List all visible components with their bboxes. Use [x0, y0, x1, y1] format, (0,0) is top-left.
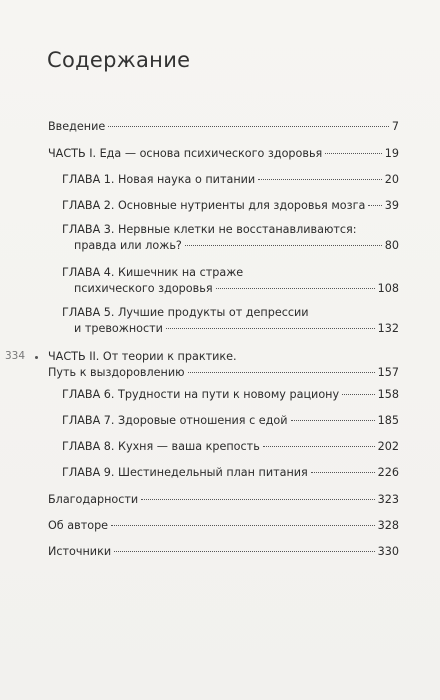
toc-page-number: 7 [391, 120, 399, 133]
dot-leader [188, 372, 375, 373]
toc-page-number: 323 [377, 493, 399, 506]
dot-leader [291, 420, 375, 421]
toc-entry-title: ЧАСТЬ I. Еда — основа психического здоровья [48, 147, 323, 160]
toc-page-number: 39 [384, 199, 399, 212]
dot-leader [108, 126, 389, 127]
dot-leader [258, 179, 382, 180]
toc-entry-chapter-5 [62, 305, 399, 337]
dot-leader [325, 153, 381, 154]
toc-entry-chapter-9 [62, 465, 399, 481]
dot-leader [311, 472, 375, 473]
toc-entry-title: Введение [48, 120, 106, 133]
toc-entry-title: ГЛАВА 8. Кухня — ваша крепость [62, 440, 260, 453]
toc-page-number: 185 [377, 414, 399, 427]
toc-entry-title: ГЛАВА 7. Здоровые отношения с едой [62, 414, 288, 427]
toc-entry-title: ГЛАВА 2. Основные нутриенты для здоровья мозга [62, 199, 366, 212]
toc-entry-about-author [48, 518, 399, 534]
toc-page-number: 330 [377, 545, 399, 558]
dot-leader [185, 245, 382, 246]
toc-entry-title: ГЛАВА 5. Лучшие продукты от депрессии [62, 306, 309, 319]
dot-leader [166, 328, 375, 329]
dot-leader [114, 551, 375, 552]
dot-leader [368, 205, 381, 206]
dot-leader [342, 394, 375, 395]
toc-entry-title: ГЛАВА 9. Шестинедельный план питания [62, 466, 308, 479]
toc-entry-title: Об авторе [48, 519, 109, 532]
toc-page-number: 158 [377, 388, 399, 401]
toc-entry-chapter-2 [62, 198, 399, 214]
dot-leader [263, 446, 375, 447]
toc-entry-title: Источники [48, 545, 112, 558]
toc-entry-introduction [48, 119, 399, 135]
toc-entry-title-continued: правда или ложь? [74, 239, 182, 252]
toc-entry-chapter-8 [62, 439, 399, 455]
toc-entry-part-2 [48, 349, 399, 381]
toc-entry-chapter-6 [62, 387, 399, 403]
toc-page-number: 157 [377, 366, 399, 379]
toc-entry-title-continued: психического здоровья [74, 282, 213, 295]
toc-page-number: 80 [384, 239, 399, 252]
toc-entry-part-1 [48, 146, 399, 162]
toc-page-number: 108 [377, 282, 399, 295]
page-title: Содержание [47, 48, 191, 72]
dot-leader [216, 288, 375, 289]
toc-entry-acknowledgements [48, 492, 399, 508]
page-number: 334 [5, 350, 26, 362]
toc-entry-sources [48, 544, 399, 560]
toc-entry-chapter-1 [62, 172, 399, 188]
toc-entry-chapter-4 [62, 265, 399, 297]
toc-entry-title: ГЛАВА 3. Нервные клетки не восстанавливаются: [62, 223, 357, 236]
toc-entry-title: Благодарности [48, 493, 139, 506]
toc-entry-title: ГЛАВА 1. Новая наука о питании [62, 173, 256, 186]
toc-entry-chapter-3 [62, 222, 399, 254]
dot-leader [141, 499, 374, 500]
toc-entry-title: ГЛАВА 4. Кишечник на страже [62, 266, 244, 279]
toc-page-number: 328 [377, 519, 399, 532]
toc-page-number: 132 [377, 322, 399, 335]
toc-entry-title: ГЛАВА 6. Трудности на пути к новому рациону [62, 388, 340, 401]
toc-page-number: 19 [384, 147, 399, 160]
toc-entry-title-continued: и тревожности [74, 322, 163, 335]
dot-leader [111, 525, 375, 526]
toc-page-number: 20 [384, 173, 399, 186]
toc-entry-title: ЧАСТЬ II. От теории к практике. [48, 350, 237, 363]
toc-page-number: 226 [377, 466, 399, 479]
toc-page-number: 202 [377, 440, 399, 453]
toc-entry-chapter-7 [62, 413, 399, 429]
toc-entry-title-continued: Путь к выздоровлению [48, 366, 185, 379]
